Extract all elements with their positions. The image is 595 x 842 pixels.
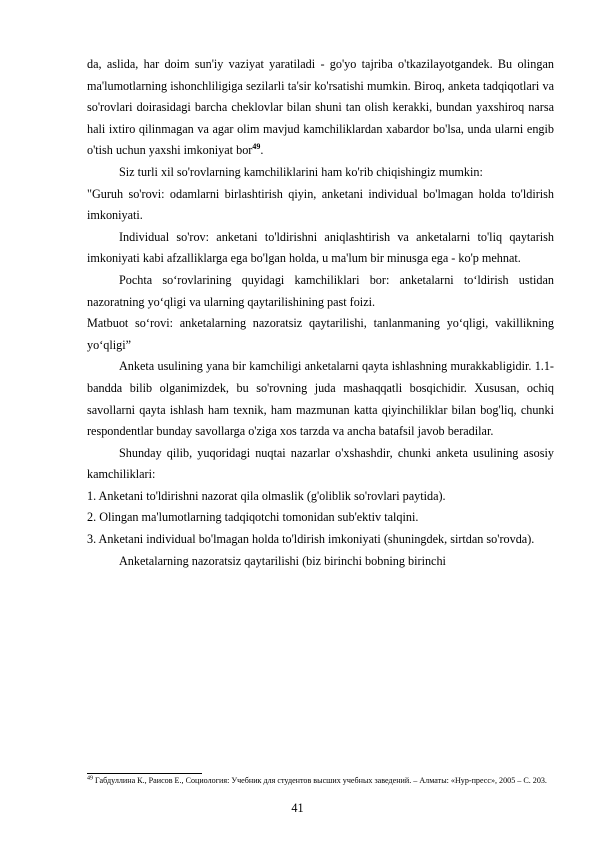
paragraph <box>87 54 554 162</box>
footnote-number: 49 <box>87 775 93 782</box>
paragraph: Anketa usulining yana bir kamchiligi anketalarni qayta ishlashning murakkabligidir. 1.1-bandda bilib olganimizdek, bu so'rovning juda mashaqqatli bosqichidir. Xususan, ochiq savollarni qayta ishlash ham texnik, ham mazmunan katta qiyinchiliklar bilan bog'liq, chunki respondentlar bunday savollarga o'ziga xos tarzda va ancha batafsil javob beradilar. <box>87 359 554 439</box>
page-number: 41 <box>291 801 304 815</box>
paragraph-text: da, aslida, har doim sun'iy vaziyat yaratiladi - go'yo tajriba o'tkazilayotgandek. Bu olingan ma'lumotlarning ishonchliligiga sezilarli ta'sir ko'rsatishi mumkin. Biroq, anketa tadqiqotlari va so'rovlari doirasidagi barcha cheklovlar bilan shuni tan olish kerakki, bundan yaxshiroq narsa hali ixtiro qilinmagan va agar olim mavjud kamchiliklardan xabardor bo'lsa, unda ularni engib o'tish uchun yaxshi imkoniyat bor <box>87 57 554 158</box>
paragraph-end-punctuation: . <box>260 143 264 158</box>
footnote <box>87 776 554 786</box>
footnote-separator <box>87 773 202 774</box>
list-item: 1. Anketani to'ldirishni nazorat qila olmaslik (g'oliblik so'rovlari paytida). <box>87 488 446 503</box>
body-text <box>87 54 554 572</box>
paragraph: Siz turli xil so'rovlarning kamchiliklarini ham ko'rib chiqishingiz mumkin: <box>119 164 483 179</box>
paragraph: Pochta so‘rovlarining quyidagi kamchiliklari bor: anketalarni to‘ldirish ustidan nazoratning yo‘qligi va ularning qaytarilishining past foizi. <box>87 272 554 309</box>
paragraph: Matbuot so‘rovi: anketalarning nazoratsiz qaytarilishi, tanlanmaning yo‘qligi, vakillikning yo‘qligi” <box>87 316 554 352</box>
paragraph: Anketalarning nazoratsiz qaytarilishi (biz birinchi bobning birinchi <box>119 553 446 568</box>
paragraph: "Guruh so'rovi: odamlarni birlashtirish qiyin, anketani individual bo'lmagan holda to'ldirish imkoniyati. <box>87 186 554 223</box>
paragraph: Individual so'rov: anketani to'ldirishni aniqlashtirish va anketalarni to'liq qaytarish imkoniyati kabi afzalliklarga ega bo'lgan holda, u ma'lum bir minusga ega - ko'p mehnat. <box>87 229 554 266</box>
list-item: 2. Olingan ma'lumotlarning tadqiqotchi tomonidan sub'ektiv talqini. <box>87 510 419 525</box>
list-item: 3. Anketani individual bo'lmagan holda to'ldirish imkoniyati (shuningdek, sirtdan so'rovda). <box>87 532 535 547</box>
footnote-reference: 49 <box>252 142 261 152</box>
paragraph: Shunday qilib, yuqoridagi nuqtai nazarlar o'xshashdir, chunki anketa usulining asosiy kamchiliklari: <box>87 445 554 482</box>
footnote-text: Габдуллина К., Раисов Е., Социология: Учебник для студентов высших учебных заведений. – Алматы: «Нур-пресс», 2005 – С. 203. <box>95 776 547 785</box>
